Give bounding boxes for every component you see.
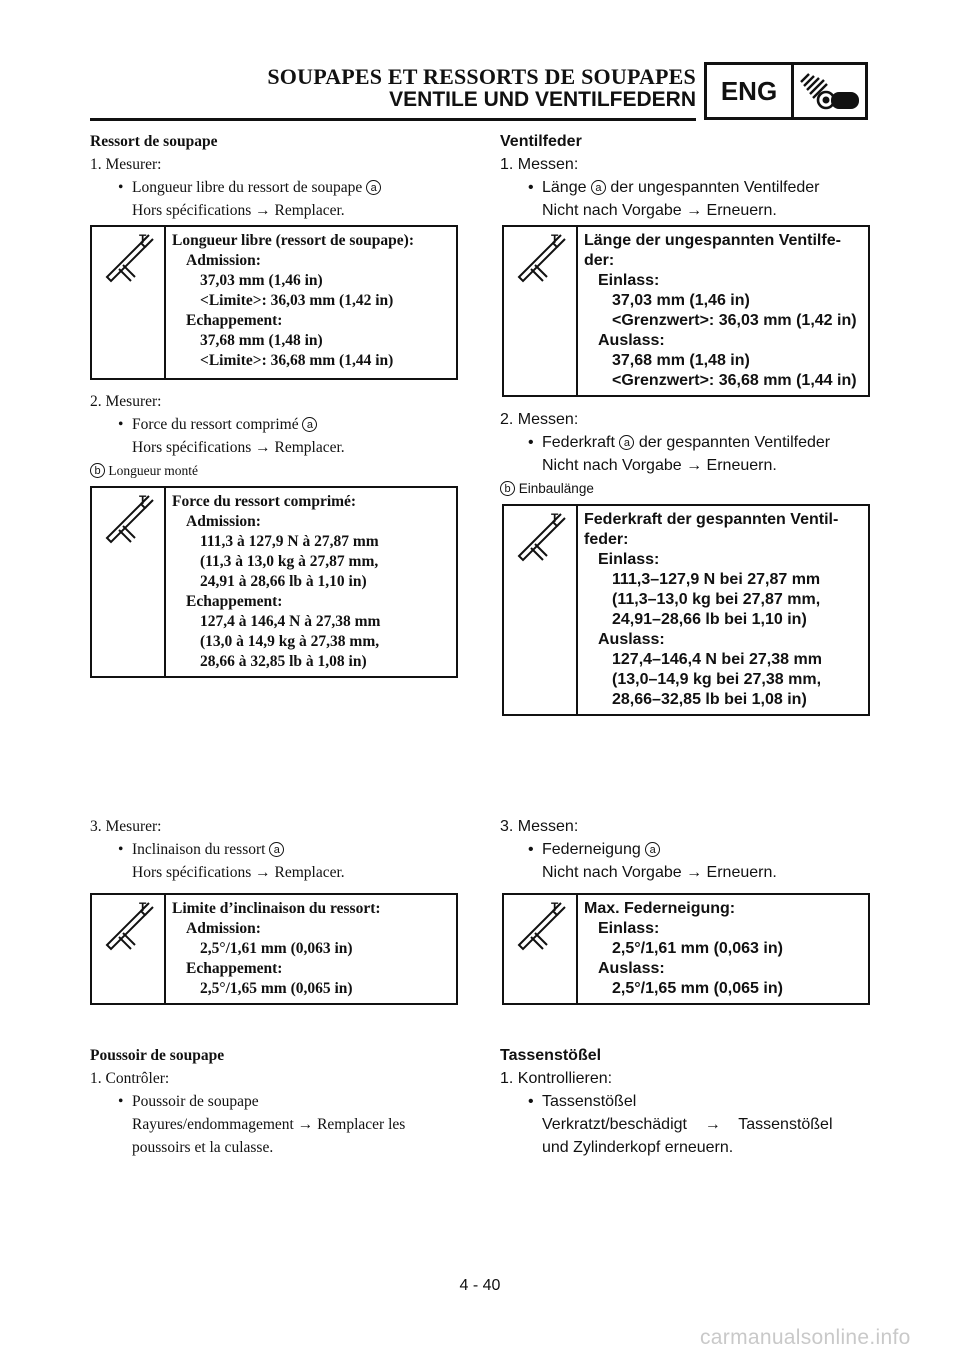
- page-number: 4 - 40: [459, 1277, 501, 1294]
- de-spec1-line: <Grenzwert>: 36,03 mm (1,42 in): [612, 312, 857, 329]
- fr-spec3-line: 2,5°/1,65 mm (0,065 in): [200, 980, 353, 997]
- watermark: carmanualsonline.info: [700, 1326, 911, 1349]
- fr-spec1-line: 37,03 mm (1,46 in): [200, 272, 323, 289]
- callout-b-marker: b: [90, 463, 105, 478]
- header-title-fr: SOUPAPES ET RESSORTS DE SOUPAPES: [267, 64, 696, 89]
- de-section-lifter: [500, 1044, 870, 1159]
- caliper-icon: [92, 895, 166, 1003]
- fr-s1-title: Ressort de soupape: [90, 133, 218, 150]
- caliper-icon: [504, 895, 578, 1003]
- fr-section-valve-spring: [90, 130, 458, 222]
- fr-s4-title: Poussoir de soupape: [90, 1047, 225, 1064]
- fr-spec3-line: 2,5°/1,61 mm (0,063 in): [200, 940, 353, 957]
- svg-text:T: T: [551, 901, 559, 914]
- fr-s2-step: 2. Mesurer:: [90, 393, 162, 410]
- fr-spec2-line: 28,66 à 32,85 lb à 1,08 in): [200, 653, 367, 670]
- section-badge-label: ENG: [707, 65, 794, 117]
- fr-spec2-line: 111,3 à 127,9 N à 27,87 mm: [200, 533, 379, 550]
- de-spec2-line: 28,66–32,85 lb bei 1,08 in): [612, 691, 807, 708]
- fr-spec2-line: (13,0 à 14,9 kg à 27,38 mm,: [200, 633, 380, 650]
- de-s2-note-text: Einbaulänge: [518, 481, 594, 496]
- de-s4-result-cont: und Zylinderkopf erneuern.: [542, 1139, 734, 1156]
- svg-text:T: T: [551, 512, 559, 525]
- fr-spec3-line: Limite d’inclinaison du ressort:: [172, 900, 381, 917]
- callout-b-marker: b: [500, 481, 515, 496]
- de-spec1-line: Auslass:: [598, 332, 665, 349]
- fr-spec2-line: (11,3 à 13,0 kg à 27,87 mm,: [200, 553, 379, 570]
- de-spec3-line: Einlass:: [598, 920, 660, 937]
- fr-s4-result-cont: poussoirs et la culasse.: [132, 1139, 274, 1156]
- de-spec1-line: der:: [584, 252, 615, 269]
- de-s4-bullet-text: Tassenstößel: [542, 1093, 637, 1110]
- fr-s3-bullet-text: Inclinaison du ressort: [132, 841, 266, 858]
- fr-spec1-line: <Limite>: 36,68 mm (1,44 in): [200, 352, 394, 369]
- de-spec2-line: 127,4–146,4 N bei 27,38 mm: [612, 651, 822, 668]
- fr-s4-result: Rayures/endommagement → Remplacer les: [132, 1116, 406, 1133]
- fr-s4-bullet: • Poussoir de soupape: [90, 1090, 458, 1113]
- de-s3-bullet: • Federneigung a: [500, 838, 870, 861]
- fr-spec1-line: <Limite>: 36,03 mm (1,42 in): [200, 292, 394, 309]
- de-spec2-line: 24,91–28,66 lb bei 1,10 in): [612, 611, 807, 628]
- fr-spec2-line: 127,4 à 146,4 N à 27,38 mm: [200, 613, 381, 630]
- de-spec-box-compressed-force: [502, 504, 870, 716]
- svg-text:T: T: [139, 901, 147, 914]
- fr-spec1-line: 37,68 mm (1,48 in): [200, 332, 323, 349]
- fr-s2-note-text: Longueur monté: [108, 463, 198, 478]
- de-spec3-line: 2,5°/1,61 mm (0,063 in): [612, 940, 783, 957]
- fr-s4-step: 1. Contrôler:: [90, 1070, 170, 1087]
- fr-s2-bullet-text: Force du ressort comprimé: [132, 416, 299, 433]
- de-spec3-line: Max. Federneigung:: [584, 900, 736, 917]
- de-s2-note: [500, 477, 870, 500]
- fr-s1-bullet: • Longueur libre du ressort de soupape a: [90, 176, 458, 199]
- callout-a-marker: a: [302, 417, 317, 432]
- de-s2-step: 2. Messen:: [500, 411, 579, 428]
- fr-s4-bullet-text: Poussoir de soupape: [132, 1093, 259, 1110]
- de-spec3-line: 2,5°/1,65 mm (0,065 in): [612, 980, 783, 997]
- fr-spec2-line: Admission:: [186, 513, 261, 530]
- caliper-icon: [92, 227, 166, 378]
- callout-a-marker: a: [619, 435, 634, 450]
- fr-spec1-line: Echappement:: [186, 312, 283, 329]
- de-s1-bullet-pre: Länge: [542, 179, 587, 196]
- de-s3-bullet-text: Federneigung: [542, 841, 641, 858]
- callout-a-marker: a: [269, 842, 284, 857]
- de-spec1-line: <Grenzwert>: 36,68 mm (1,44 in): [612, 372, 857, 389]
- fr-spec3-line: Echappement:: [186, 960, 283, 977]
- de-spec2-line: Einlass:: [598, 551, 660, 568]
- de-s4-result: Verkratzt/beschädigt → Tassenstößel: [542, 1116, 833, 1133]
- fr-spec-box-compressed-force: [90, 486, 458, 678]
- engine-spring-icon: [794, 65, 865, 117]
- de-s4-step: 1. Kontrollieren:: [500, 1070, 613, 1087]
- de-s2-bullet-pre: Federkraft: [542, 434, 615, 451]
- fr-s1-result: Hors spécifications → Remplacer.: [132, 202, 345, 219]
- callout-a-marker: a: [645, 842, 660, 857]
- fr-s2-bullet: • Force du ressort comprimé a: [90, 413, 458, 436]
- de-spec2-line: (11,3–13,0 kg bei 27,87 mm,: [612, 591, 821, 608]
- de-s3-step: 3. Messen:: [500, 818, 579, 835]
- de-s1-bullet: • Länge a der ungespannten Ventilfeder: [528, 179, 820, 196]
- fr-spec2-line: Echappement:: [186, 593, 283, 610]
- section-badge: [704, 62, 868, 120]
- fr-s3-step: 3. Mesurer:: [90, 818, 162, 835]
- fr-spec3-line: Admission:: [186, 920, 261, 937]
- de-s1-bullet-post: der ungespannten Ventilfeder: [610, 179, 820, 196]
- de-spec2-line: (13,0–14,9 kg bei 27,38 mm,: [612, 671, 822, 688]
- fr-spec2-line: 24,91 à 28,66 lb à 1,10 in): [200, 573, 367, 590]
- de-s1-step: 1. Messen:: [500, 156, 579, 173]
- fr-spec-box-tilt: [90, 893, 458, 1005]
- svg-text:T: T: [551, 233, 559, 246]
- header-title-de: VENTILE UND VENTILFEDERN: [389, 88, 696, 111]
- fr-s2-note: [90, 459, 458, 482]
- fr-s3-result: Hors spécifications → Remplacer.: [132, 864, 345, 881]
- de-spec-box-free-length: [502, 225, 870, 397]
- de-spec1-line: Einlass:: [598, 272, 660, 289]
- de-section-tilt: [500, 815, 870, 884]
- caliper-icon: [504, 506, 578, 714]
- svg-text:T: T: [139, 494, 147, 507]
- de-spec1-line: Länge der ungespannten Ventilfe-: [584, 232, 841, 249]
- header-rule: [90, 118, 696, 121]
- de-section-compressed-force: [500, 408, 870, 500]
- de-s4-title: Tassenstößel: [500, 1047, 602, 1064]
- de-s4-bullet: • Tassenstößel: [500, 1090, 870, 1113]
- de-spec-box-tilt: [502, 893, 870, 1005]
- de-s2-result: Nicht nach Vorgabe → Erneuern.: [542, 457, 777, 474]
- fr-spec-box-free-length: [90, 225, 458, 380]
- fr-s1-step: 1. Mesurer:: [90, 156, 162, 173]
- fr-spec2-line: Force du ressort comprimé:: [172, 493, 357, 510]
- fr-spec1-line: Longueur libre (ressort de soupape):: [172, 232, 414, 249]
- fr-section-lifter: [90, 1044, 458, 1159]
- de-s1-result: Nicht nach Vorgabe → Erneuern.: [542, 202, 777, 219]
- caliper-icon: [504, 227, 578, 395]
- callout-a-marker: a: [366, 180, 381, 195]
- fr-section-tilt: [90, 815, 458, 884]
- de-spec2-line: feder:: [584, 531, 629, 548]
- de-spec1-line: 37,68 mm (1,48 in): [612, 352, 750, 369]
- fr-section-compressed-force: [90, 390, 458, 482]
- de-spec1-line: 37,03 mm (1,46 in): [612, 292, 750, 309]
- de-s1-title: Ventilfeder: [500, 133, 582, 150]
- svg-text:T: T: [139, 233, 147, 246]
- callout-a-marker: a: [591, 180, 606, 195]
- fr-s1-bullet-text: Longueur libre du ressort de soupape: [132, 179, 363, 196]
- de-section-valve-spring: [500, 130, 870, 222]
- de-s2-bullet: • Federkraft a der gespannten Ventilfeder: [528, 434, 831, 451]
- de-spec2-line: Auslass:: [598, 631, 665, 648]
- de-s2-bullet-post: der gespannten Ventilfeder: [638, 434, 831, 451]
- caliper-icon: [92, 488, 166, 676]
- de-s3-result: Nicht nach Vorgabe → Erneuern.: [542, 864, 777, 881]
- fr-s3-bullet: • Inclinaison du ressort a: [90, 838, 458, 861]
- de-spec3-line: Auslass:: [598, 960, 665, 977]
- de-spec2-line: Federkraft der gespannten Ventil-: [584, 511, 839, 528]
- de-spec2-line: 111,3–127,9 N bei 27,87 mm: [612, 571, 821, 588]
- fr-spec1-line: Admission:: [186, 252, 261, 269]
- fr-s2-result: Hors spécifications → Remplacer.: [132, 439, 345, 456]
